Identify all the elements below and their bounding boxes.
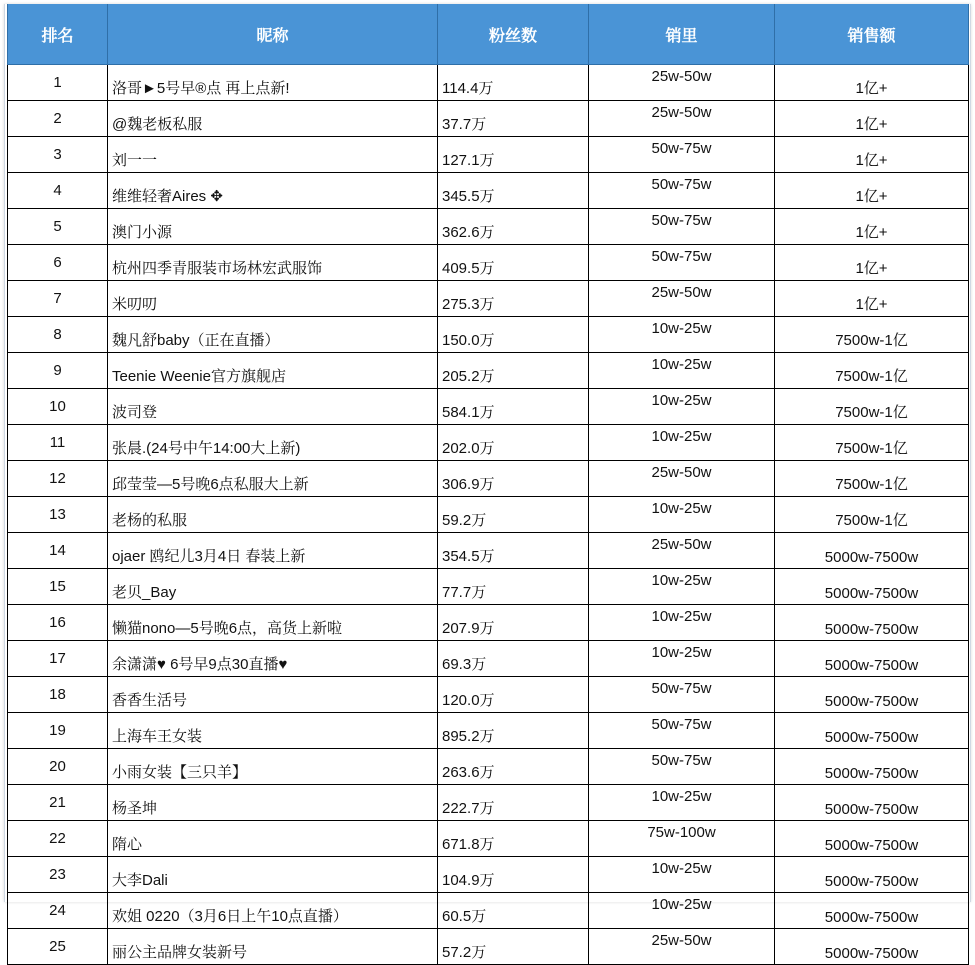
nickname-cell: 老杨的私服 <box>108 497 438 533</box>
fans-cell: 207.9万 <box>438 605 589 641</box>
revenue-cell: 7500w-1亿 <box>775 425 969 461</box>
nickname-cell: 小雨女装【三只羊】 <box>108 749 438 785</box>
table-row[interactable] <box>8 461 969 497</box>
table-row[interactable] <box>8 101 969 137</box>
revenue-cell: 1亿+ <box>775 65 969 101</box>
nickname-cell: 懒猫nono—5号晚6点，高货上新啦 <box>108 605 438 641</box>
nickname-cell: 刘一一 <box>108 137 438 173</box>
sales-cell: 50w-75w <box>589 749 775 785</box>
sales-cell: 25w-50w <box>589 929 775 965</box>
sales-cell: 25w-50w <box>589 101 775 137</box>
nickname-cell: 张晨.(24号中午14:00大上新) <box>108 425 438 461</box>
table-row[interactable] <box>8 173 969 209</box>
fans-cell: 354.5万 <box>438 533 589 569</box>
revenue-cell: 5000w-7500w <box>775 893 969 929</box>
table-row[interactable] <box>8 533 969 569</box>
revenue-cell: 7500w-1亿 <box>775 389 969 425</box>
nickname-cell: 波司登 <box>108 389 438 425</box>
sales-cell: 75w-100w <box>589 821 775 857</box>
fans-cell: 306.9万 <box>438 461 589 497</box>
rank-cell: 13 <box>8 497 108 533</box>
fans-cell: 120.0万 <box>438 677 589 713</box>
revenue-cell: 1亿+ <box>775 173 969 209</box>
rank-cell: 9 <box>8 353 108 389</box>
fans-cell: 222.7万 <box>438 785 589 821</box>
rank-cell: 14 <box>8 533 108 569</box>
fans-cell: 69.3万 <box>438 641 589 677</box>
table-row[interactable] <box>8 497 969 533</box>
fans-cell: 362.6万 <box>438 209 589 245</box>
table-row[interactable] <box>8 893 969 929</box>
sales-cell: 10w-25w <box>589 497 775 533</box>
nickname-cell: 维维轻奢Aires ✥ <box>108 173 438 209</box>
table-row[interactable] <box>8 137 969 173</box>
table-header-row <box>8 4 969 65</box>
fans-cell: 59.2万 <box>438 497 589 533</box>
revenue-cell: 5000w-7500w <box>775 713 969 749</box>
revenue-cell: 5000w-7500w <box>775 569 969 605</box>
revenue-cell: 5000w-7500w <box>775 857 969 893</box>
fans-cell: 895.2万 <box>438 713 589 749</box>
revenue-cell: 5000w-7500w <box>775 785 969 821</box>
sales-cell: 10w-25w <box>589 605 775 641</box>
rank-cell: 19 <box>8 713 108 749</box>
header-revenue[interactable]: 销售额 <box>775 4 969 65</box>
sales-cell: 10w-25w <box>589 641 775 677</box>
fans-cell: 37.7万 <box>438 101 589 137</box>
nickname-cell: 老贝_Bay <box>108 569 438 605</box>
rank-cell: 8 <box>8 317 108 353</box>
sales-cell: 50w-75w <box>589 245 775 281</box>
table-row[interactable] <box>8 65 969 101</box>
nickname-cell: 澳门小源 <box>108 209 438 245</box>
rank-cell: 2 <box>8 101 108 137</box>
rank-cell: 22 <box>8 821 108 857</box>
rank-cell: 11 <box>8 425 108 461</box>
nickname-cell: 魏凡舒baby（正在直播） <box>108 317 438 353</box>
rank-cell: 18 <box>8 677 108 713</box>
table-row[interactable] <box>8 677 969 713</box>
sales-cell: 10w-25w <box>589 893 775 929</box>
rank-cell: 6 <box>8 245 108 281</box>
fans-cell: 202.0万 <box>438 425 589 461</box>
header-fans[interactable]: 粉丝数 <box>438 4 589 65</box>
fans-cell: 409.5万 <box>438 245 589 281</box>
fans-cell: 114.4万 <box>438 65 589 101</box>
rank-cell: 3 <box>8 137 108 173</box>
revenue-cell: 5000w-7500w <box>775 749 969 785</box>
sales-cell: 10w-25w <box>589 785 775 821</box>
fans-cell: 263.6万 <box>438 749 589 785</box>
nickname-cell: 香香生活号 <box>108 677 438 713</box>
rank-cell: 1 <box>8 65 108 101</box>
fans-cell: 345.5万 <box>438 173 589 209</box>
rank-cell: 24 <box>8 893 108 929</box>
nickname-cell: ojaer 鸥纪儿3月4日 春装上新 <box>108 533 438 569</box>
sales-cell: 50w-75w <box>589 713 775 749</box>
sales-cell: 50w-75w <box>589 173 775 209</box>
sales-cell: 10w-25w <box>589 857 775 893</box>
header-sales[interactable]: 销里 <box>589 4 775 65</box>
revenue-cell: 7500w-1亿 <box>775 461 969 497</box>
rank-cell: 17 <box>8 641 108 677</box>
table-row[interactable] <box>8 425 969 461</box>
table-row[interactable] <box>8 281 969 317</box>
fans-cell: 57.2万 <box>438 929 589 965</box>
table-row[interactable] <box>8 317 969 353</box>
sales-cell: 25w-50w <box>589 281 775 317</box>
revenue-cell: 1亿+ <box>775 137 969 173</box>
nickname-cell: 米叨叨 <box>108 281 438 317</box>
fans-cell: 77.7万 <box>438 569 589 605</box>
table-row[interactable] <box>8 749 969 785</box>
rank-cell: 23 <box>8 857 108 893</box>
revenue-cell: 7500w-1亿 <box>775 353 969 389</box>
table-row[interactable] <box>8 785 969 821</box>
revenue-cell: 5000w-7500w <box>775 929 969 965</box>
nickname-cell: 邱莹莹—5号晚6点私服大上新 <box>108 461 438 497</box>
sales-cell: 25w-50w <box>589 65 775 101</box>
sales-cell: 25w-50w <box>589 533 775 569</box>
table-row[interactable] <box>8 209 969 245</box>
nickname-cell: Teenie Weenie官方旗舰店 <box>108 353 438 389</box>
rank-cell: 7 <box>8 281 108 317</box>
revenue-cell: 1亿+ <box>775 245 969 281</box>
sales-cell: 10w-25w <box>589 569 775 605</box>
nickname-cell: 欢姐 0220（3月6日上午10点直播） <box>108 893 438 929</box>
nickname-cell: 上海车王女装 <box>108 713 438 749</box>
nickname-cell: @魏老板私服 <box>108 101 438 137</box>
revenue-cell: 1亿+ <box>775 101 969 137</box>
table-row[interactable] <box>8 929 969 965</box>
revenue-cell: 5000w-7500w <box>775 677 969 713</box>
rank-cell: 4 <box>8 173 108 209</box>
revenue-cell: 5000w-7500w <box>775 641 969 677</box>
revenue-cell: 5000w-7500w <box>775 605 969 641</box>
table-row[interactable] <box>8 245 969 281</box>
sales-cell: 10w-25w <box>589 389 775 425</box>
fans-cell: 104.9万 <box>438 857 589 893</box>
nickname-cell: 大李Dali <box>108 857 438 893</box>
table-row[interactable] <box>8 605 969 641</box>
rank-cell: 25 <box>8 929 108 965</box>
sales-cell: 10w-25w <box>589 317 775 353</box>
rank-cell: 12 <box>8 461 108 497</box>
table-row[interactable] <box>8 821 969 857</box>
rank-cell: 20 <box>8 749 108 785</box>
header-rank[interactable]: 排名 <box>8 4 108 65</box>
nickname-cell: 余潇潇♥ 6号早9点30直播♥ <box>108 641 438 677</box>
rank-cell: 5 <box>8 209 108 245</box>
rank-cell: 10 <box>8 389 108 425</box>
fans-cell: 671.8万 <box>438 821 589 857</box>
sales-cell: 10w-25w <box>589 425 775 461</box>
nickname-cell: 杭州四季青服装市场林宏武服饰 <box>108 245 438 281</box>
nickname-cell: 隋心 <box>108 821 438 857</box>
sales-cell: 50w-75w <box>589 209 775 245</box>
revenue-cell: 5000w-7500w <box>775 821 969 857</box>
table-row[interactable] <box>8 569 969 605</box>
rank-cell: 15 <box>8 569 108 605</box>
sales-cell: 10w-25w <box>589 353 775 389</box>
sales-cell: 50w-75w <box>589 677 775 713</box>
fans-cell: 584.1万 <box>438 389 589 425</box>
sales-cell: 25w-50w <box>589 461 775 497</box>
nickname-cell: 洛哥►5号早®点 再上点新! <box>108 65 438 101</box>
table-row[interactable] <box>8 713 969 749</box>
table-row[interactable] <box>8 857 969 893</box>
header-nickname[interactable]: 昵称 <box>108 4 438 65</box>
ranking-table-frame <box>4 4 971 962</box>
fans-cell: 205.2万 <box>438 353 589 389</box>
table-body <box>8 65 969 965</box>
table-row[interactable] <box>8 641 969 677</box>
rank-cell: 21 <box>8 785 108 821</box>
revenue-cell: 7500w-1亿 <box>775 497 969 533</box>
fans-cell: 275.3万 <box>438 281 589 317</box>
revenue-cell: 1亿+ <box>775 209 969 245</box>
nickname-cell: 丽公主品牌女装新号 <box>108 929 438 965</box>
ranking-table <box>7 4 969 965</box>
nickname-cell: 杨圣坤 <box>108 785 438 821</box>
revenue-cell: 7500w-1亿 <box>775 317 969 353</box>
rank-cell: 16 <box>8 605 108 641</box>
revenue-cell: 5000w-7500w <box>775 533 969 569</box>
revenue-cell: 1亿+ <box>775 281 969 317</box>
table-row[interactable] <box>8 353 969 389</box>
fans-cell: 60.5万 <box>438 893 589 929</box>
fans-cell: 150.0万 <box>438 317 589 353</box>
table-row[interactable] <box>8 389 969 425</box>
fans-cell: 127.1万 <box>438 137 589 173</box>
sales-cell: 50w-75w <box>589 137 775 173</box>
